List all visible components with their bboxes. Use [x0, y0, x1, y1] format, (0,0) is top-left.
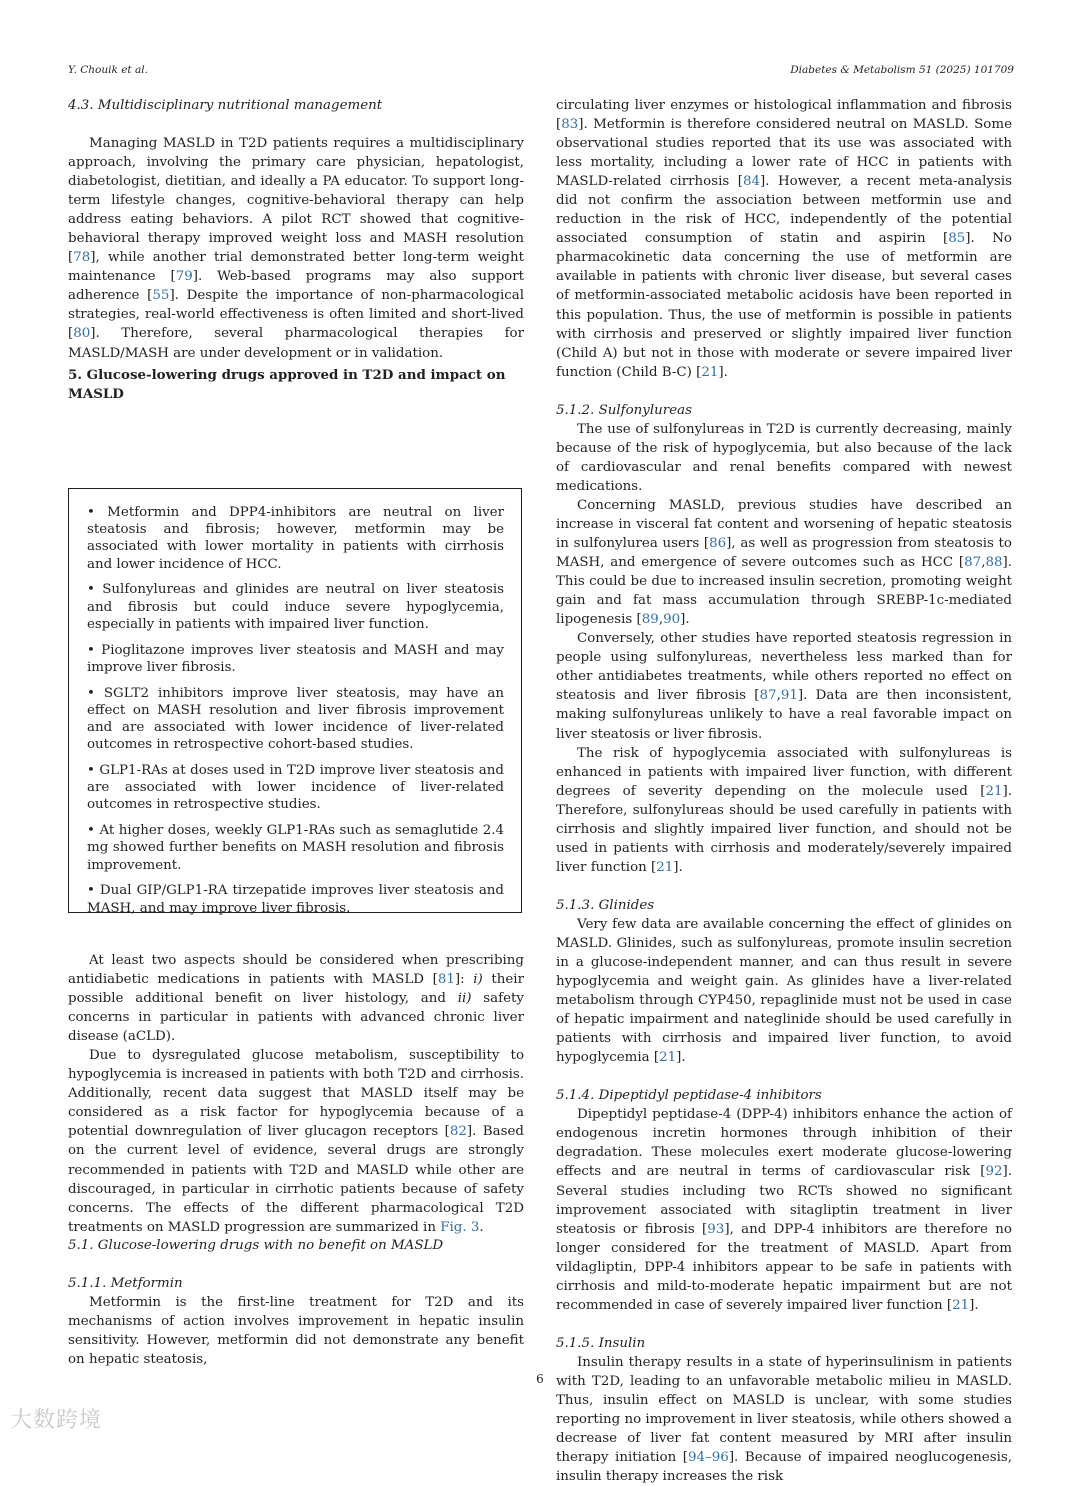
sulfonylureas-paragraph-1: The use of sulfonylureas in T2D is currently decreasing, mainly because of the risk of hypoglycemia, but also because of the lack of cardiovascular and renal benefits compared with newest medications.	[556, 421, 1012, 494]
section-5-title	[68, 366, 524, 404]
citation-link[interactable]: 89	[641, 612, 659, 628]
section-5-1-1-title: 5.1.1. Metformin	[68, 1276, 183, 1291]
section-5-1-5-title: 5.1.5. Insulin	[556, 1335, 646, 1351]
citation-link[interactable]: 92	[985, 1164, 1003, 1180]
citation-link[interactable]: 55	[152, 288, 170, 304]
section-5-title-line2: MASLD	[68, 386, 124, 403]
section-5-body	[68, 951, 524, 1237]
highlight-point: • SGLT2 inhibitors improve liver steatosis, may have an effect on MASH resolution and liver fibrosis improvement and are associated with lower incidence of liver-related outcomes in retrospective cohort-based studies.	[87, 685, 504, 753]
citation-link[interactable]: 78	[73, 250, 91, 266]
section-5-1-2-title: 5.1.2. Sulfonylureas	[556, 402, 692, 418]
citation-link[interactable]: Fig. 3	[440, 1219, 480, 1235]
citation-link[interactable]: 83	[561, 117, 579, 133]
right-column	[556, 96, 1012, 1486]
citation-link[interactable]: 81	[437, 972, 455, 988]
highlight-point: • At higher doses, weekly GLP1-RAs such as semaglutide 2.4 mg showed further benefits on MASH resolution and fibrosis improvement.	[87, 823, 504, 873]
paragraph-two-aspects: At least two aspects should be considered when prescribing antidiabetic medications in patients with MASLD [81]: i) their possible additional benefit on liver histology, and ii) safety concerns in particular in patients with advanced chronic liver disease (aCLD).	[68, 953, 524, 1045]
citation-link[interactable]: 88	[985, 555, 1003, 571]
highlights-list	[87, 504, 504, 925]
citation-link[interactable]: 21	[985, 783, 1003, 799]
citation-link[interactable]: 87	[964, 555, 982, 571]
citation-link[interactable]: 86	[709, 536, 727, 552]
insulin-paragraph: Insulin therapy results in a state of hyperinsulinism in patients with T2D, leading to an unfavorable metabolic milieu in MASLD. Thus, insulin effect on MASLD is unclear, with some studies reporting no improvement in liver steatosis, while others showed a decrease of liver fat content measured by MRI after insulin therapy initiation [94–96]. Because of impaired neoglucogenesis, insulin therapy increases the risk	[556, 1354, 1013, 1485]
highlight-point: • GLP1-RAs at doses used in T2D improve liver steatosis and are associated with lower incidence of liver-related outcomes in retrospective studies.	[87, 763, 504, 813]
citation-link[interactable]: 79	[175, 269, 193, 285]
citation-link[interactable]: 94–96	[688, 1450, 729, 1466]
citation-link[interactable]: 21	[701, 364, 719, 380]
metformin-paragraph: Metformin is the first-line treatment for T2D and its mechanisms of action involves improvement in hepatic insulin sensitivity. However, metformin did not demonstrate any benefit on hepatic steatosis,	[68, 1295, 524, 1368]
sulfonylureas-paragraph-4: The risk of hypoglycemia associated with sulfonylureas is enhanced in patients with impaired liver function, with different degrees of severity depending on the molecule used [21]. Therefore, sulfonylureas should be used carefully in patients with cirrhosis and slightly impaired liver function, and should not be used in patients with cirrhosis and moderately/severely impaired liver function [21].	[556, 745, 1012, 875]
sulfonylureas-paragraph-3: Conversely, other studies have reported steatosis regression in people using sulfonylureas, nevertheless less marked than for other antidiabetes treatments, while others reported no effect on steatosis and liver fibrosis [87,91]. Data are then inconsistent, making sulfonylureas unlikely to have a real favorable impact on liver steatosis or liver fibrosis.	[556, 631, 1013, 742]
paragraph-hypoglycemia: Due to dysregulated glucose metabolism, susceptibility to hypoglycemia is increased in patients with both T2D and cirrhosis. Additionally, recent data suggest that MASLD itself may be considered as a risk factor for hypoglycemia because of a potential downregulation of liver glucagon receptors [82]. Based on the current level of evidence, several drugs are strongly recommended in patients with T2D and MASLD while other are discouraged, in particular in cirrhotic patients because of safety concerns. The effects of the different pharmacological T2D treatments on MASLD progression are summarized in Fig. 3.	[68, 1048, 524, 1235]
glinides-paragraph: Very few data are available concerning the effect of glinides on MASLD. Glinides, such as sulfonylureas, promote insulin secretion in a glucose-independent manner, and can thus result in severe hypoglycemia and weight gain. As glinides have a liver-related metabolism through CYP450, repaglinide must not be used in case of hepatic impairment and nateglinide should be used carefully in patients with cirrhosis and impaired liver function, to avoid hypoglycemia [21].	[556, 916, 1012, 1066]
section-5-1-3-title: 5.1.3. Glinides	[556, 897, 655, 913]
section-4-3-title: 4.3. Multidisciplinary nutritional management	[68, 98, 383, 113]
metformin-paragraph-continued: circulating liver enzymes or histological inflammation and fibrosis [83]. Metformin is therefore considered neutral on MASLD. Some observational studies reported that its use was associated with less mortality, including a lower rate of HCC in patients with MASLD-related cirrhosis [84]. However, a recent meta-analysis did not confirm the association between metformin use and reduction in the risk of HCC, independently of the potential associated consumption of statin and aspirin [85]. No pharmacokinetic data concerning the use of metformin are available in patients with chronic liver disease, but several cases of metformin-associated metabolic acidosis have been reported in this population. Thus, the use of metformin is possible in patients with cirrhosis and preserved or slightly impaired liver function (Child A) but not in those with moderate or severe impaired liver function (Child B-C) [21].	[556, 98, 1012, 380]
section-5-1-4-title: 5.1.4. Dipeptidyl peptidase-4 inhibitors	[556, 1088, 822, 1104]
page-number: 6	[536, 1372, 544, 1386]
dpp4-paragraph: Dipeptidyl peptidase-4 (DPP-4) inhibitors enhance the action of endogenous incretin hormones through inhibition of their degradation. These molecules exert moderate glucose-lowering effects and are neutral in terms of cardiovascular risk [92]. Several studies including two RCTs showed no significant improvement associated with sitagliptin treatment in liver steatosis or fibrosis [93], and DPP-4 inhibitors are therefore no longer considered for the treatment of MASLD. Apart from vildagliptin, DPP-4 inhibitors appear to be safe in patients with cirrhosis and mild-to-moderate hepatic impairment but are not recommended in case of severely impaired liver function [21].	[556, 1107, 1012, 1313]
italic-text: ii)	[457, 991, 472, 1007]
highlights-box	[68, 488, 522, 916]
section-4-3-paragraph: Managing MASLD in T2D patients requires a multidisciplinary approach, involving the primary care physician, hepatologist, diabetologist, dietitian, and ideally a PA educator. To support long-term lifestyle changes, cognitive-behavioral therapy can help address eating behaviors. A pilot RCT showed that cognitive-behavioral therapy improved weight loss and MASH resolution [78], while another trial demonstrated better long-term weight maintenance [79]. Web-based programs may also support adherence [55]. Despite the importance of non-pharmacological strategies, real-world effectiveness is often limited and short-lived [80]. Therefore, several pharmacological therapies for MASLD/MASH are under development or in validation.	[68, 136, 525, 361]
highlight-point: • Dual GIP/GLP1-RA tirzepatide improves liver steatosis and MASH, and may improve liver fibrosis.	[87, 883, 504, 916]
citation-link[interactable]: 82	[449, 1124, 467, 1140]
highlight-point: • Pioglitazone improves liver steatosis and MASH and may improve liver fibrosis.	[87, 642, 504, 675]
citation-link[interactable]: 87	[759, 688, 777, 704]
section-5-title-line1: 5. Glucose-lowering drugs approved in T2D and impact on	[68, 367, 506, 383]
highlight-point: • Sulfonylureas and glinides are neutral on liver steatosis and fibrosis but could induce severe hypoglycemia, especially in patients with impaired liver function.	[87, 582, 504, 632]
citation-link[interactable]: 21	[659, 1050, 677, 1066]
highlight-point: • Metformin and DPP4-inhibitors are neutral on liver steatosis and fibrosis; however, metformin may be associated with lower mortality in patients with cirrhosis and lower incidence of HCC.	[87, 505, 504, 572]
citation-link[interactable]: 91	[780, 688, 798, 704]
citation-link[interactable]: 80	[73, 326, 91, 342]
citation-link[interactable]: 90	[663, 612, 681, 628]
citation-link[interactable]: 84	[742, 174, 760, 190]
section-5-1-title: 5.1. Glucose-lowering drugs with no benefit on MASLD	[68, 1238, 444, 1253]
italic-text: i)	[473, 972, 483, 988]
watermark: 大数跨境	[10, 1408, 103, 1433]
running-header-journal: Diabetes & Metabolism 51 (2025) 101709	[790, 64, 1014, 76]
citation-link[interactable]: 21	[952, 1297, 970, 1313]
sulfonylureas-paragraph-2: Concerning MASLD, previous studies have described an increase in visceral fat content and worsening of hepatic steatosis in sulfonylurea users [86], as well as progression from steatosis to MASH, and emergence of severe outcomes such as HCC [87,88]. This could be due to increased insulin secretion, promoting weight gain and fat mass accumulation through SREBP-1c-mediated lipogenesis [89,90].	[556, 497, 1012, 628]
running-header-authors: Y. Chouik et al.	[68, 64, 148, 76]
citation-link[interactable]: 85	[948, 231, 966, 247]
citation-link[interactable]: 93	[707, 1221, 725, 1237]
citation-link[interactable]: 21	[656, 859, 674, 875]
